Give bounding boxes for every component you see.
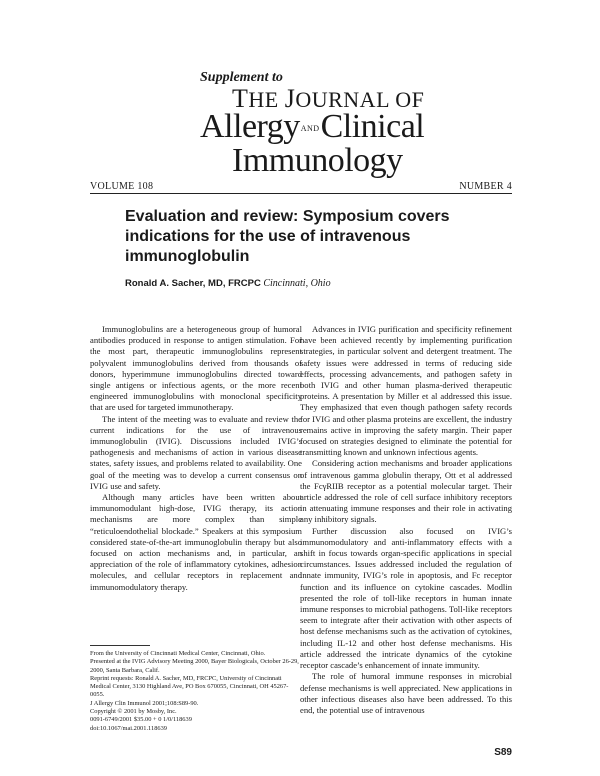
- byline: [125, 278, 331, 289]
- issue-number-label: NUMBER 4: [459, 181, 512, 192]
- footnote: doi:10.1067/mai.2001.118639: [90, 724, 167, 732]
- journal-title-journal-rest: OURNAL OF: [295, 87, 425, 112]
- journal-title-and: AND: [300, 124, 320, 133]
- journal-masthead: [0, 0, 600, 200]
- body-paragraph: Immunoglobulins are a heterogeneous group of humoral antibodies produced in response to antigen stimulation. For the most part, therapeutic immunoglobulins represent polyvalent immunoglobulins derived from thousands of donors, hyperimmune immunoglobulins directed toward single antigens or infectious agents, or the more recent engineered immunoglobulins with monoclonal specificity that are used for targeted immunotherapy.: [90, 324, 302, 413]
- journal-title-allergy: Allergy: [200, 108, 300, 145]
- footnote: Copyright © 2001 by Mosby, Inc.: [90, 708, 177, 716]
- body-paragraph: Further discussion also focused on IVIG’s immunomodulatory and anti-inflammatory effects with a shift in focus towards organ-specific applications in special circumstances. Issues addressed included the regulation of innate immunity, IVIG’s role in apoptosis, and Fc receptor function and its influence on cytokine cascades. Modlin presented the role of toll-like receptors in human innate immune responses to microbial pathogens. Toll-like receptors seem to integrate after their activation with other aspects of host defense mechanisms such as the activation of cytokines, including IL-12 and other host defense mechanisms. His article addressed the intricate dynamics of the cytokine receptor cascade’s enhancement of innate immunity.: [300, 525, 512, 671]
- footnote: 0091-6749/2001 $35.00 + 0 1/0/118639: [90, 716, 192, 724]
- author-name: Ronald A. Sacher, MD, FRCPC: [125, 278, 261, 289]
- journal-title-clinical: Clinical: [320, 108, 425, 145]
- journal-title-the-rest: HE: [248, 87, 285, 112]
- journal-title-immunology: Immunology: [232, 142, 403, 179]
- body-paragraph: The intent of the meeting was to evaluate and review the current indications for the use of intravenous immunoglobulin (IVIG). Discussions included IVIG’s pathogenesis and mechanisms of action in various disease states, safety issues, and problems related to availability. One goal of the meeting was to develop a current consensus on IVIG use and safety.: [90, 413, 302, 491]
- supplement-label: Supplement to: [200, 70, 283, 85]
- volume-label: VOLUME 108: [90, 181, 154, 192]
- body-paragraph: The role of humoral immune responses in microbial defense mechanisms is well appreciated. New applications in other infectious diseases also have been addressed. To this end, the potential use of intravenous: [300, 671, 512, 715]
- article-title: Evaluation and review: Symposium covers indications for the use of intravenous immunoglobulin: [125, 208, 450, 265]
- body-column-left: [90, 324, 302, 593]
- footnote-rule: [90, 645, 150, 646]
- journal-title-the-initial: T: [232, 84, 249, 113]
- body-column-right: [300, 324, 512, 716]
- footnote: From the University of Cincinnati Medical Center, Cincinnati, Ohio.: [90, 650, 266, 657]
- body-paragraph: Although many articles have been written about immunomodulant high-dose, IVIG therapy, its action mechanisms are more complex than simple “reticuloendothelial blockade.” Speakers at this symposium considered state-of-the-art immunoglobulin therapy but also focused on action mechanisms and, in particular, an appreciation of the role of inflammatory cytokines, adhesion molecules, and cellular receptors in replacement and immunomodulatory therapy.: [90, 492, 302, 592]
- journal-title-line2: [200, 108, 424, 146]
- footnote: J Allergy Clin Immunol 2001;108:S89-90.: [90, 699, 199, 707]
- footnote: Reprint requests: Ronald A. Sacher, MD, FRCPC, University of Cincinnati Medical Center, 3130 Highland Ave, PO Box 670055, Cincinnati, OH 45267-0055.: [90, 674, 289, 699]
- journal-title-journal-initial: J: [284, 84, 296, 113]
- footnotes: [90, 645, 302, 733]
- body-paragraph: Advances in IVIG purification and specificity refinement have been achieved recently by implementing purification strategies, in particular solvent and detergent treatment. The safety issues were addressed in terms of reducing side effects, processing advancements, and pathogen safety in both IVIG and other human plasma-derived therapeutic proteins. A presentation by Miller et al addressed this issue. They emphasized that even though pathogen safety records for IVIG and other plasma proteins are excellent, the industry remains active in improving the safety margin. Their paper focused on strategies designed to eliminate the potential for transmitting known and unknown infectious agents.: [300, 324, 512, 458]
- page-number: S89: [494, 747, 512, 758]
- footnote: Presented at the IVIG Advisory Meeting 2000, Bayer Biologicals, October 26-29, 2000, Santa Barbara, Calif.: [90, 658, 299, 674]
- masthead-rule: [90, 193, 512, 194]
- body-paragraph: Considering action mechanisms and broader applications of intravenous gamma globulin therapy, Ott et al addressed the FcγRIIB receptor as a potential molecular target. Their article addressed the role of cell surface inhibitory receptors in attenuating immune responses and their role in activating any inhibitory signals.: [300, 458, 512, 525]
- author-affiliation: Cincinnati, Ohio: [263, 278, 331, 289]
